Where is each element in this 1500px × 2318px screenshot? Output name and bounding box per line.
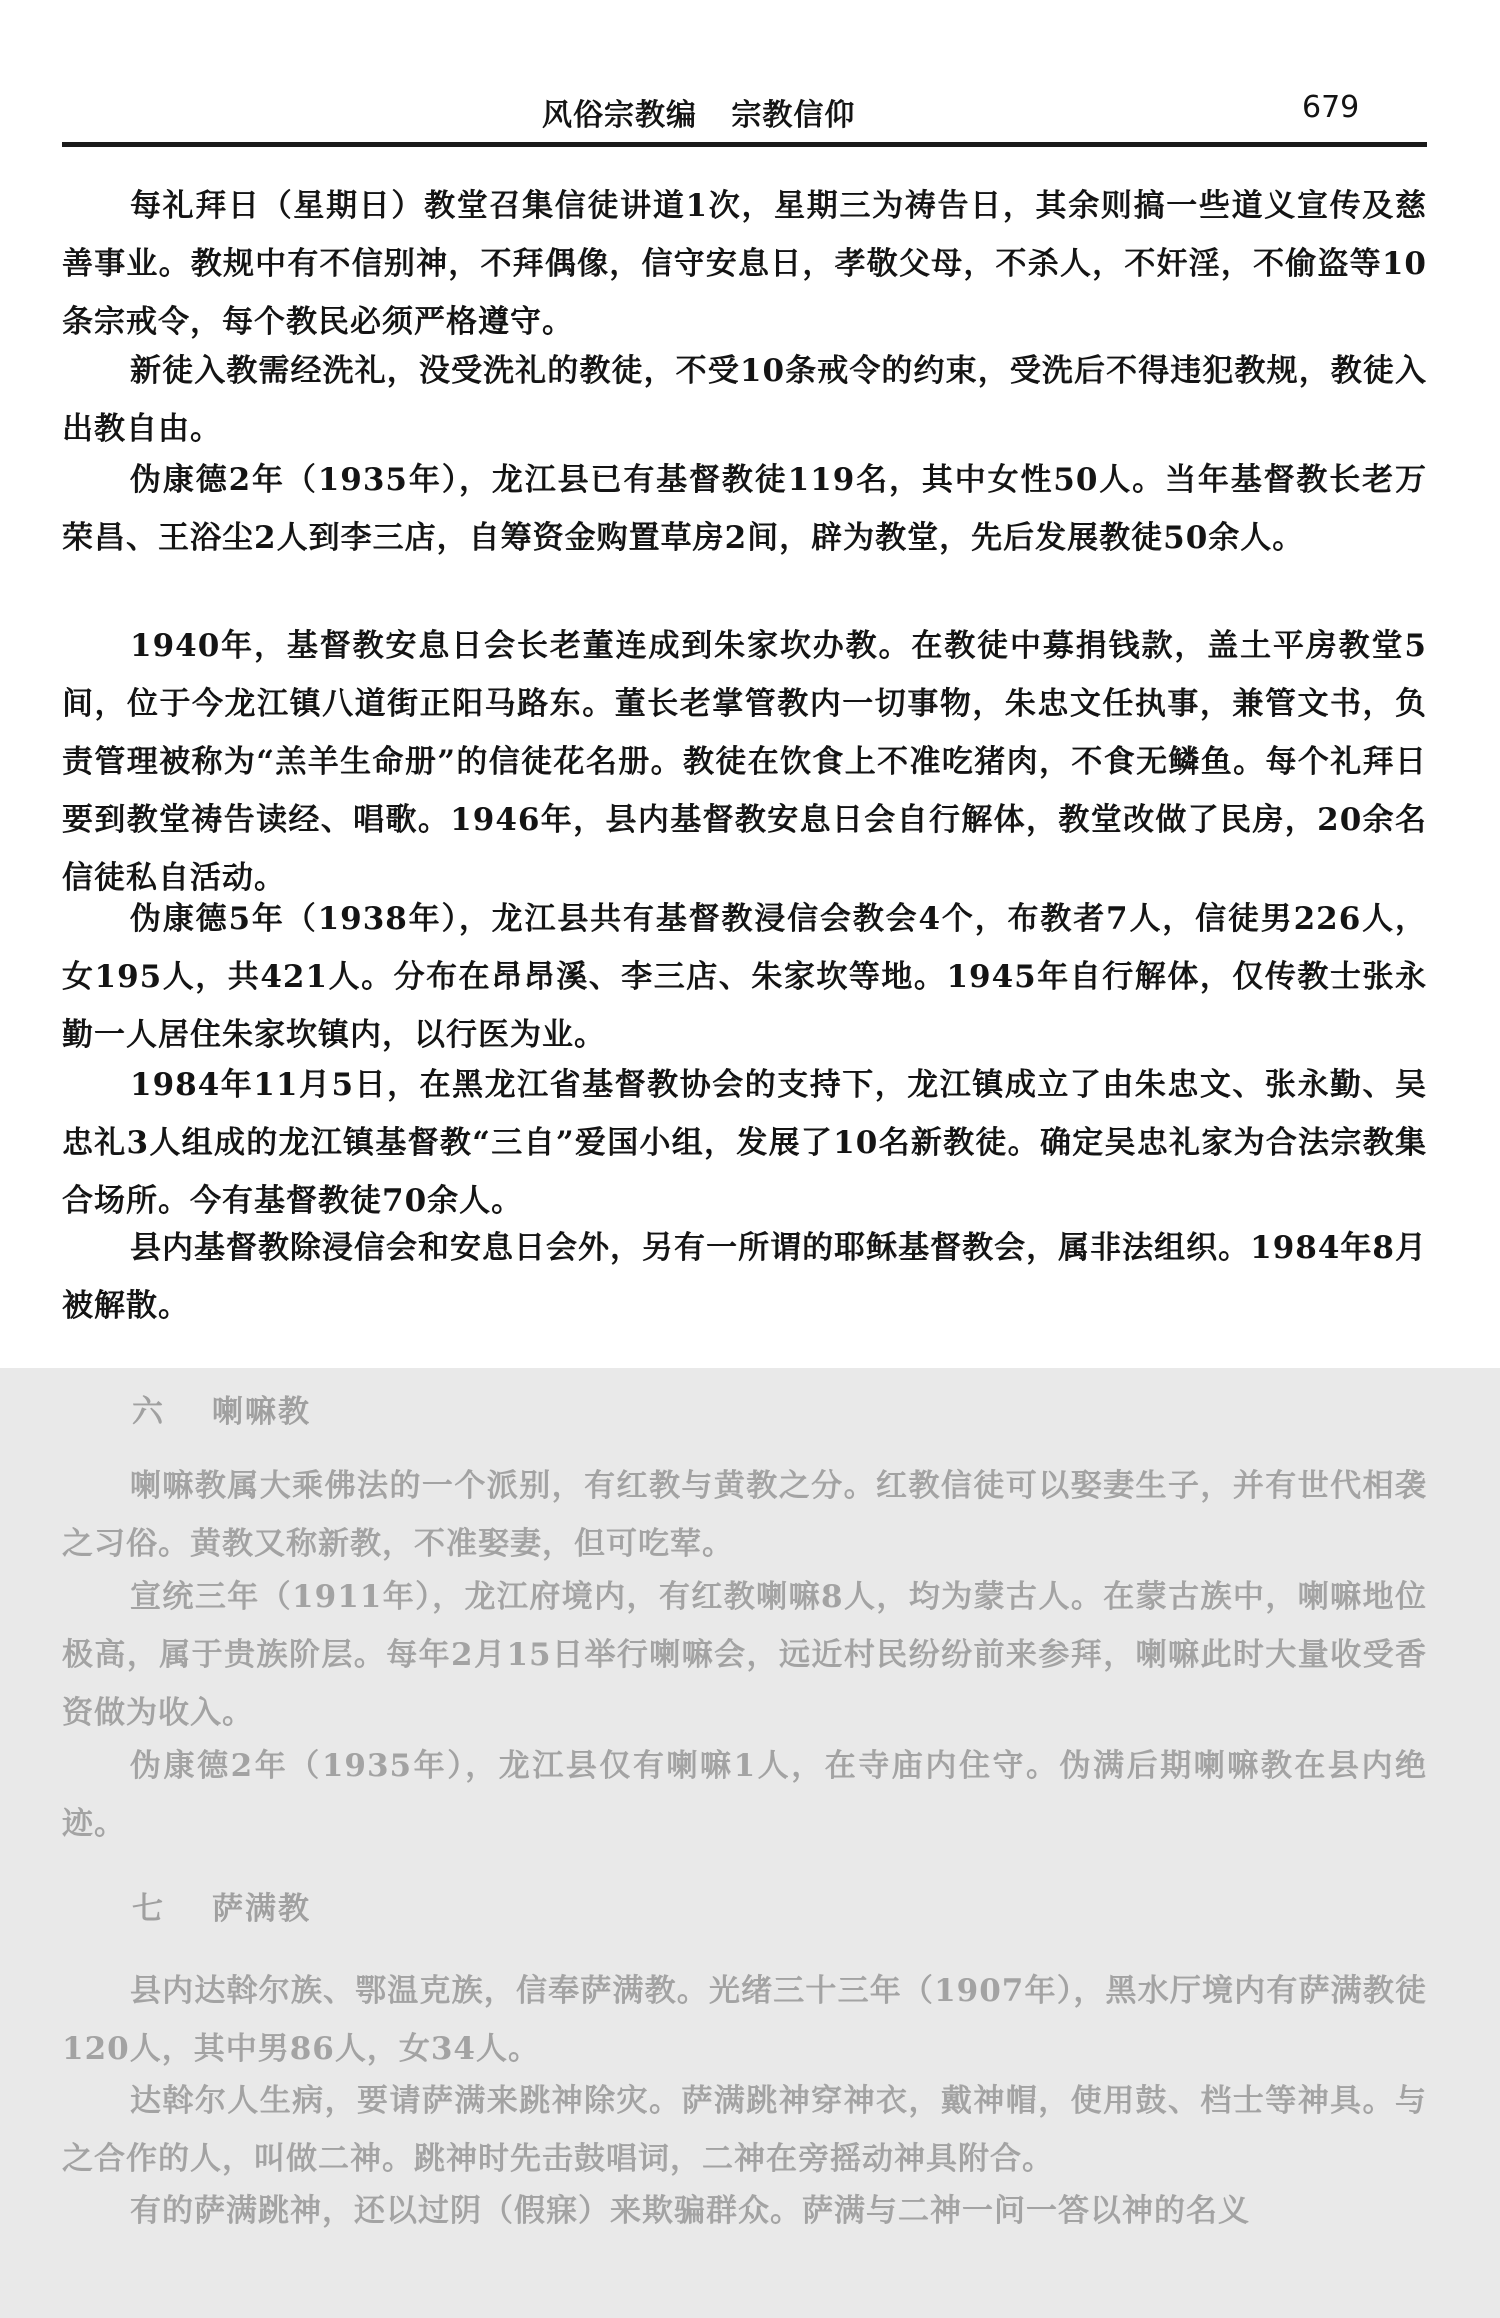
shaman-paragraph-1: 县内达斡尔族、鄂温克族，信奉萨满教。光绪三十三年（1907年），黑水厅境内有萨满教徒120人，其中男86人，女34人。	[62, 1973, 1427, 2067]
section-heading-lama	[132, 1386, 311, 1431]
lama-paragraph-1: 喇嘛教属大乘佛法的一个派别，有红教与黄教之分。红教信徒可以娶妻生子，并有世代相袭之习俗。黄教又称新教，不准娶妻，但可吃荤。	[62, 1468, 1427, 1562]
lama-paragraph-3: 伪康德2年（1935年），龙江县仅有喇嘛1人，在寺庙内住守。伪满后期喇嘛教在县内绝迹。	[62, 1748, 1427, 1842]
section-title: 萨满教	[212, 1891, 311, 1927]
paragraph-6: 1984年11月5日，在黑龙江省基督教协会的支持下，龙江镇成立了由朱忠文、张永勤、吴忠礼3人组成的龙江镇基督教“三自”爱国小组，发展了10名新教徒。确定吴忠礼家为合法宗教集合场所。今有基督教徒70余人。	[62, 1067, 1427, 1219]
running-title: 风俗宗教编 宗教信仰	[542, 98, 856, 133]
paragraph-5: 伪康德5年（1938年），龙江县共有基督教浸信会教会4个，布教者7人，信徒男226人，女195人，共421人。分布在昂昂溪、李三店、朱家坎等地。1945年自行解体，仅传教士张永勤一人居住朱家坎镇内，以行医为业。	[62, 901, 1427, 1053]
paragraph-3: 伪康德2年（1935年），龙江县已有基督教徒119名，其中女性50人。当年基督教长老万荣昌、王浴尘2人到李三店，自筹资金购置草房2间，辟为教堂，先后发展教徒50余人。	[62, 462, 1427, 556]
section-heading-shaman	[132, 1883, 311, 1928]
page-number: 679	[1302, 90, 1360, 125]
paragraph-4: 1940年，基督教安息日会长老董连成到朱家坎办教。在教徒中募捐钱款，盖土平房教堂5间，位于今龙江镇八道街正阳马路东。董长老掌管教内一切事物，朱忠文任执事，兼管文书，负责管理被称为“羔羊生命册”的信徒花名册。教徒在饮食上不准吃猪肉，不食无鳞鱼。每个礼拜日要到教堂祷告读经、唱歌。1946年，县内基督教安息日会自行解体，教堂改做了民房，20余名信徒私自活动。	[62, 628, 1427, 896]
lama-paragraph-2: 宣统三年（1911年），龙江府境内，有红教喇嘛8人，均为蒙古人。在蒙古族中，喇嘛地位极高，属于贵族阶层。每年2月15日举行喇嘛会，远近村民纷纷前来参拜，喇嘛此时大量收受香资做为收入。	[62, 1579, 1427, 1731]
section-number: 六	[132, 1394, 165, 1430]
section-number: 七	[132, 1891, 165, 1927]
shaman-paragraph-3: 有的萨满跳神，还以过阴（假寐）来欺骗群众。萨满与二神一问一答以神的名义	[130, 2193, 1250, 2229]
section-title: 喇嘛教	[212, 1394, 311, 1430]
shaman-paragraph-2: 达斡尔人生病，要请萨满来跳神除灾。萨满跳神穿神衣，戴神帽，使用鼓、档士等神具。与之合作的人，叫做二神。跳神时先击鼓唱词，二神在旁摇动神具附合。	[62, 2083, 1427, 2177]
header-rule	[62, 142, 1427, 147]
page-header	[62, 84, 1427, 144]
paragraph-7: 县内基督教除浸信会和安息日会外，另有一所谓的耶稣基督教会，属非法组织。1984年8月被解散。	[62, 1230, 1427, 1324]
paragraph-1: 每礼拜日（星期日）教堂召集信徒讲道1次，星期三为祷告日，其余则搞一些道义宣传及慈善事业。教规中有不信别神，不拜偶像，信守安息日，孝敬父母，不杀人，不奸淫，不偷盗等10条宗戒令，每个教民必须严格遵守。	[62, 188, 1427, 340]
paragraph-2: 新徒入教需经洗礼，没受洗礼的教徒，不受10条戒令的约束，受洗后不得违犯教规，教徒入出教自由。	[62, 353, 1427, 447]
